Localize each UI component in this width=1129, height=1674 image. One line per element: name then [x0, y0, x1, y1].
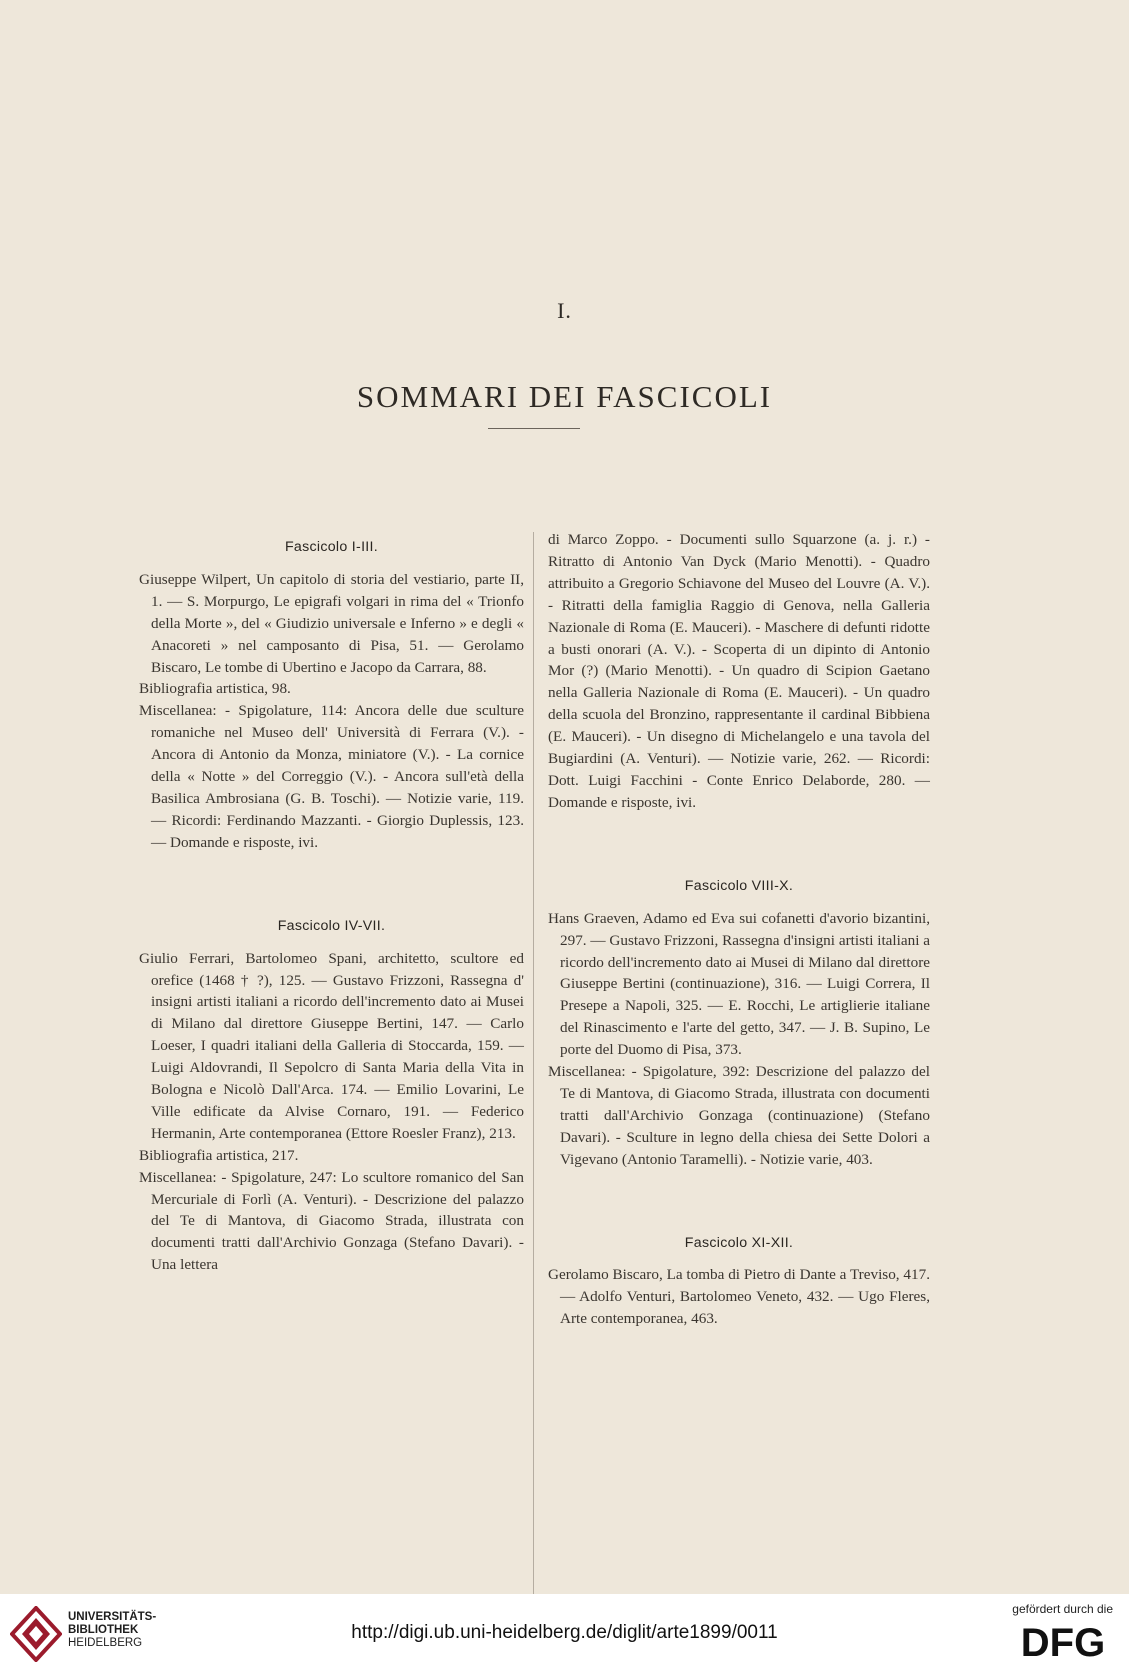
continued-entry: di Marco Zoppo. - Documenti sullo Squarzone (a. j. r.) - Ritratto di Antonio Van Dyck (Mario Menotti). - Quadro attribuito a Gregorio Schiavone del Museo del Louvre (A. V.). - Ritratti della famiglia Raggio di Genova, nella Galleria Nazionale di Roma (E. Mauceri). - Maschere di defunti ridotte a busti onorari (A. V.). - Scoperta di un dipinto di Antonio Mor (?) (Mario Menotti). - Un quadro di Scipion Gaetano nella Galleria Nazionale di Roma (E. Mauceri). - Un quadro della scuola del Bronzino, rappresentante il cardinal Bibbiena (E. Mauceri). - Un disegno di Michelangelo e una tavola del Bugiardini (A. Venturi). — Notizie varie, 262. — Ricordi: Dott. Luigi Facchini - Conte Enrico Delaborde, 280. — Domande e risposte, ivi.	[548, 531, 930, 811]
fascicolo-heading: Fascicolo IV-VII.	[277, 917, 386, 934]
page-title: SOMMARI DEI FASCICOLI	[356, 378, 773, 414]
fascicolo-entry: Bibliografia artistica, 217.	[139, 1146, 299, 1164]
library-line: BIBLIOTHEK	[68, 1624, 139, 1636]
section-number: I.	[557, 298, 572, 323]
fascicolo-entry: Hans Graeven, Adamo ed Eva sui cofanetti d'avorio bizantini, 297. — Gustavo Frizzoni, Rassegna d'insigni artisti italiani a ricordo dell'incremento dato ai Musei di Milano dal direttore Giuseppe Bertini (continuazione), 316. — Luigi Correra, Il Presepe a Napoli, 325. — E. Rocchi, Le artiglierie italiane del Rinascimento e l'arte del getto, 347. — J. B. Supino, Le porte del Duomo di Pisa, 373.	[548, 909, 930, 1059]
title-divider	[488, 428, 580, 429]
left-column	[139, 529, 524, 1276]
funder-name: DFG	[1020, 1621, 1106, 1660]
column-divider	[533, 532, 534, 1640]
fascicolo-entry: Miscellanea: - Spigolature, 247: Lo scultore romanico del San Mercuriale di Forlì (A. Venturi). - Descrizione del palazzo del Te di Mantova, di Giacomo Strada, illustrata con documenti tratti dall'Archivio Gonzaga (Stefano Davari). - Una lettera	[139, 1168, 524, 1274]
library-line: UNIVERSITÄTS-	[68, 1611, 157, 1623]
fascicolo-entry: Bibliografia artistica, 98.	[139, 680, 291, 698]
dfg-logo	[1011, 1620, 1115, 1660]
fascicolo-entry: Gerolamo Biscaro, La tomba di Pietro di Dante a Treviso, 417. — Adolfo Venturi, Bartolomeo Veneto, 432. — Ugo Fleres, Arte contemporanea, 463.	[548, 1266, 930, 1328]
library-line: HEIDELBERG	[68, 1637, 143, 1649]
right-column	[548, 529, 930, 1330]
funding-label: gefördert durch die	[1012, 1602, 1113, 1616]
permalink[interactable]: http://digi.ub.uni-heidelberg.de/diglit/arte1899/0011	[351, 1622, 778, 1643]
footer-bar	[0, 1594, 1129, 1674]
fascicolo-heading: Fascicolo I-III.	[284, 539, 379, 555]
fascicolo-heading: Fascicolo XI-XII.	[684, 1234, 794, 1251]
fascicolo-heading: Fascicolo VIII-X.	[684, 877, 794, 894]
fascicolo-entry: Giulio Ferrari, Bartolomeo Spani, architetto, scultore ed orefice (1468 † ?), 125. — Gustavo Frizzoni, Rassegna d' insigni artisti italiani a ricordo dell'incremento dato ai Musei di Milano dal direttore Giuseppe Bertini, 147. — Carlo Loeser, I quadri italiani della Galleria di Stoccarda, 159. — Luigi Aldovrandi, Il Sepolcro di Santa Maria della Vita in Bologna e Nicolò Dall'Arca. 174. — Emilio Lovarini, Le Ville edificate da Alvise Cornaro, 191. — Federico Hermanin, Arte contemporanea (Ettore Roesler Franz), 213.	[139, 949, 524, 1142]
fascicolo-entry: Giuseppe Wilpert, Un capitolo di storia del vestiario, parte II, 1. — S. Morpurgo, Le epigrafi volgari in rima del « Trionfo della Morte », del « Giudizio universale e Inferno » e degli « Anacoreti » nel camposanto di Pisa, 51. — Gerolamo Biscaro, Le tombe di Ubertino e Jacopo da Carrara, 88.	[139, 570, 524, 676]
fascicolo-entry: Miscellanea: - Spigolature, 392: Descrizione del palazzo del Te di Mantova, di Giacomo Strada, illustrata con documenti tratti dall'Archivio Gonzaga (continuazione) (Stefano Davari). - Sculture in legno della chiesa dei Sette Dolori a Vigevano (Antonio Taramelli). - Notizie varie, 403.	[548, 1063, 930, 1168]
fascicolo-entry: Miscellanea: - Spigolature, 114: Ancora delle due sculture romaniche nel Museo dell' Università di Ferrara (V.). - Ancora di Antonio da Monza, miniatore (V.). - La cornice della « Notte » del Correggio (V.). - Ancora sull'età della Basilica Ambrosiana (G. B. Toschi). — Notizie varie, 119. — Ricordi: Ferdinando Mazzanti. - Giorgio Duplessis, 123. — Domande e risposte, ivi.	[139, 702, 524, 851]
